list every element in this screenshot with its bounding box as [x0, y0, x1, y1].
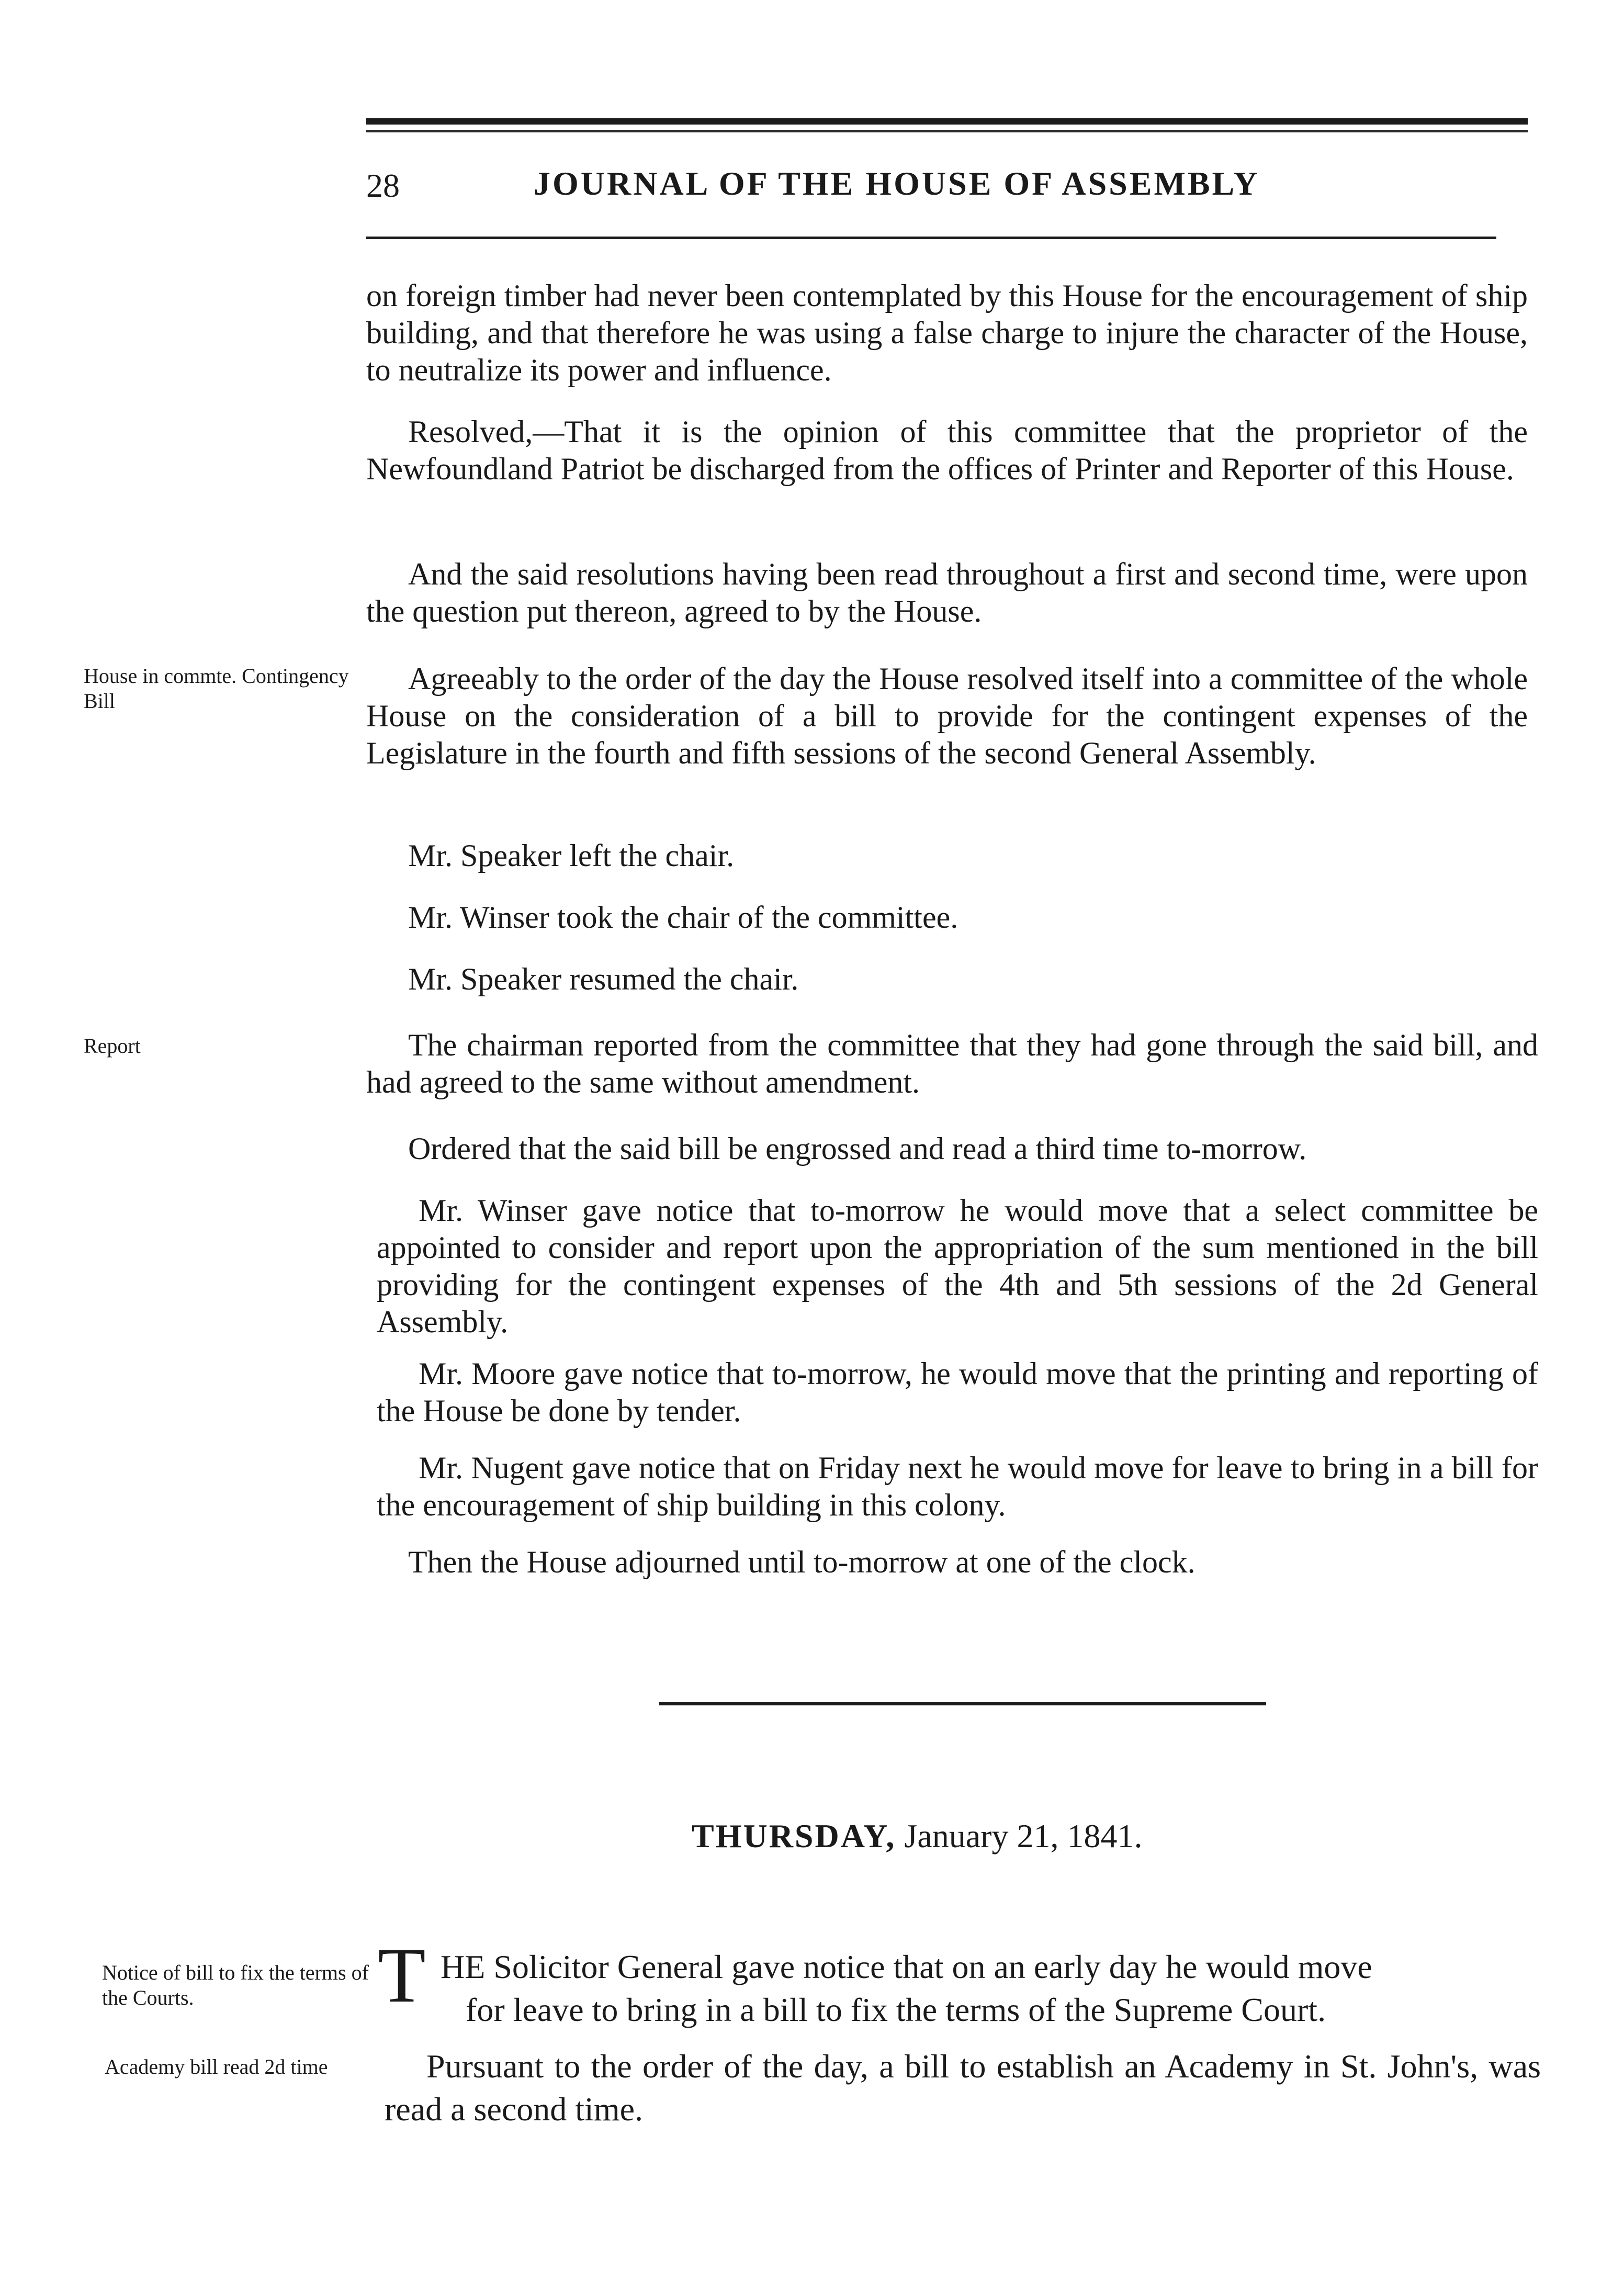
- date-heading-date: January 21, 1841.: [904, 1817, 1143, 1855]
- paragraph-resolutions-read: And the said resolutions having been read throughout a first and second time, were upon the question put thereon, agreed to by the House.: [366, 557, 1528, 628]
- paragraph-resolved: Resolved,—That it is the opinion of this committee that the proprietor of the Newfoundland Patriot be discharged from the offices of Printer and Reporter of this House.: [366, 414, 1528, 486]
- paragraph-academy-bill: Pursuant to the order of the day, a bill to establish an Academy in St. John's, was read a second time.: [385, 2048, 1541, 2128]
- top-double-rule: [366, 118, 1528, 125]
- paragraph-committee-whole: Agreeably to the order of the day the House resolved itself into a committee of the whole House on the consideration of a bill to provide for the contingent expenses of the Legislature in the fourth and fifth sessions of the second General Assembly.: [366, 661, 1528, 770]
- page-number: 28: [366, 167, 400, 204]
- top-rule-thin: [366, 130, 1528, 132]
- paragraph-ordered-engrossed: Ordered that the said bill be engrossed and read a third time to-morrow.: [408, 1131, 1307, 1166]
- paragraph-winser-chair: Mr. Winser took the chair of the committee.: [408, 900, 958, 935]
- date-heading: [692, 1817, 1142, 1856]
- margin-note-academy: Academy bill read 2d time: [105, 2055, 328, 2078]
- drop-cap: T: [378, 1932, 426, 2019]
- margin-note-report: Report: [84, 1034, 141, 1058]
- paragraph-foreign-timber: on foreign timber had never been contemplated by this House for the encouragement of ship building, and that therefore he was using a false charge to injure the character of the House, to neutralize its power and influence.: [366, 278, 1528, 387]
- header-rule: [366, 237, 1496, 239]
- margin-note-contingency-bill: House in commte. Contingency Bill: [84, 664, 349, 713]
- paragraph-speaker-left: Mr. Speaker left the chair.: [408, 838, 735, 873]
- solicitor-line-1: HE Solicitor General gave notice that on an early day he would move: [441, 1948, 1372, 1985]
- running-title: JOURNAL OF THE HOUSE OF ASSEMBLY: [534, 165, 1260, 202]
- paragraph-chairman-reported: The chairman reported from the committee that they had gone through the said bill, and had agreed to the same without amendment.: [366, 1028, 1538, 1099]
- date-heading-day: THURSDAY,: [692, 1817, 896, 1855]
- paragraph-speaker-resumed: Mr. Speaker resumed the chair.: [408, 962, 799, 996]
- paragraph-adjourned: Then the House adjourned until to-morrow at one of the clock.: [408, 1545, 1196, 1579]
- margin-note-notice-courts: Notice of bill to fix the terms of the Courts.: [102, 1961, 369, 2009]
- paragraph-winser-notice: Mr. Winser gave notice that to-morrow he would move that a select committee be appointed to consider and report upon the appropriation of the sum mentioned in the bill providing for the contingent expenses of the 4th and 5th sessions of the 2d General Assembly.: [377, 1193, 1538, 1339]
- solicitor-line-2: for leave to bring in a bill to fix the terms of the Supreme Court.: [466, 1991, 1326, 2028]
- paragraph-nugent-notice: Mr. Nugent gave notice that on Friday next he would move for leave to bring in a bill for the encouragement of ship building in this colony.: [377, 1451, 1538, 1522]
- paragraph-moore-notice: Mr. Moore gave notice that to-morrow, he would move that the printing and reporting of the House be done by tender.: [377, 1356, 1538, 1428]
- section-divider-rule: [659, 1702, 1266, 1705]
